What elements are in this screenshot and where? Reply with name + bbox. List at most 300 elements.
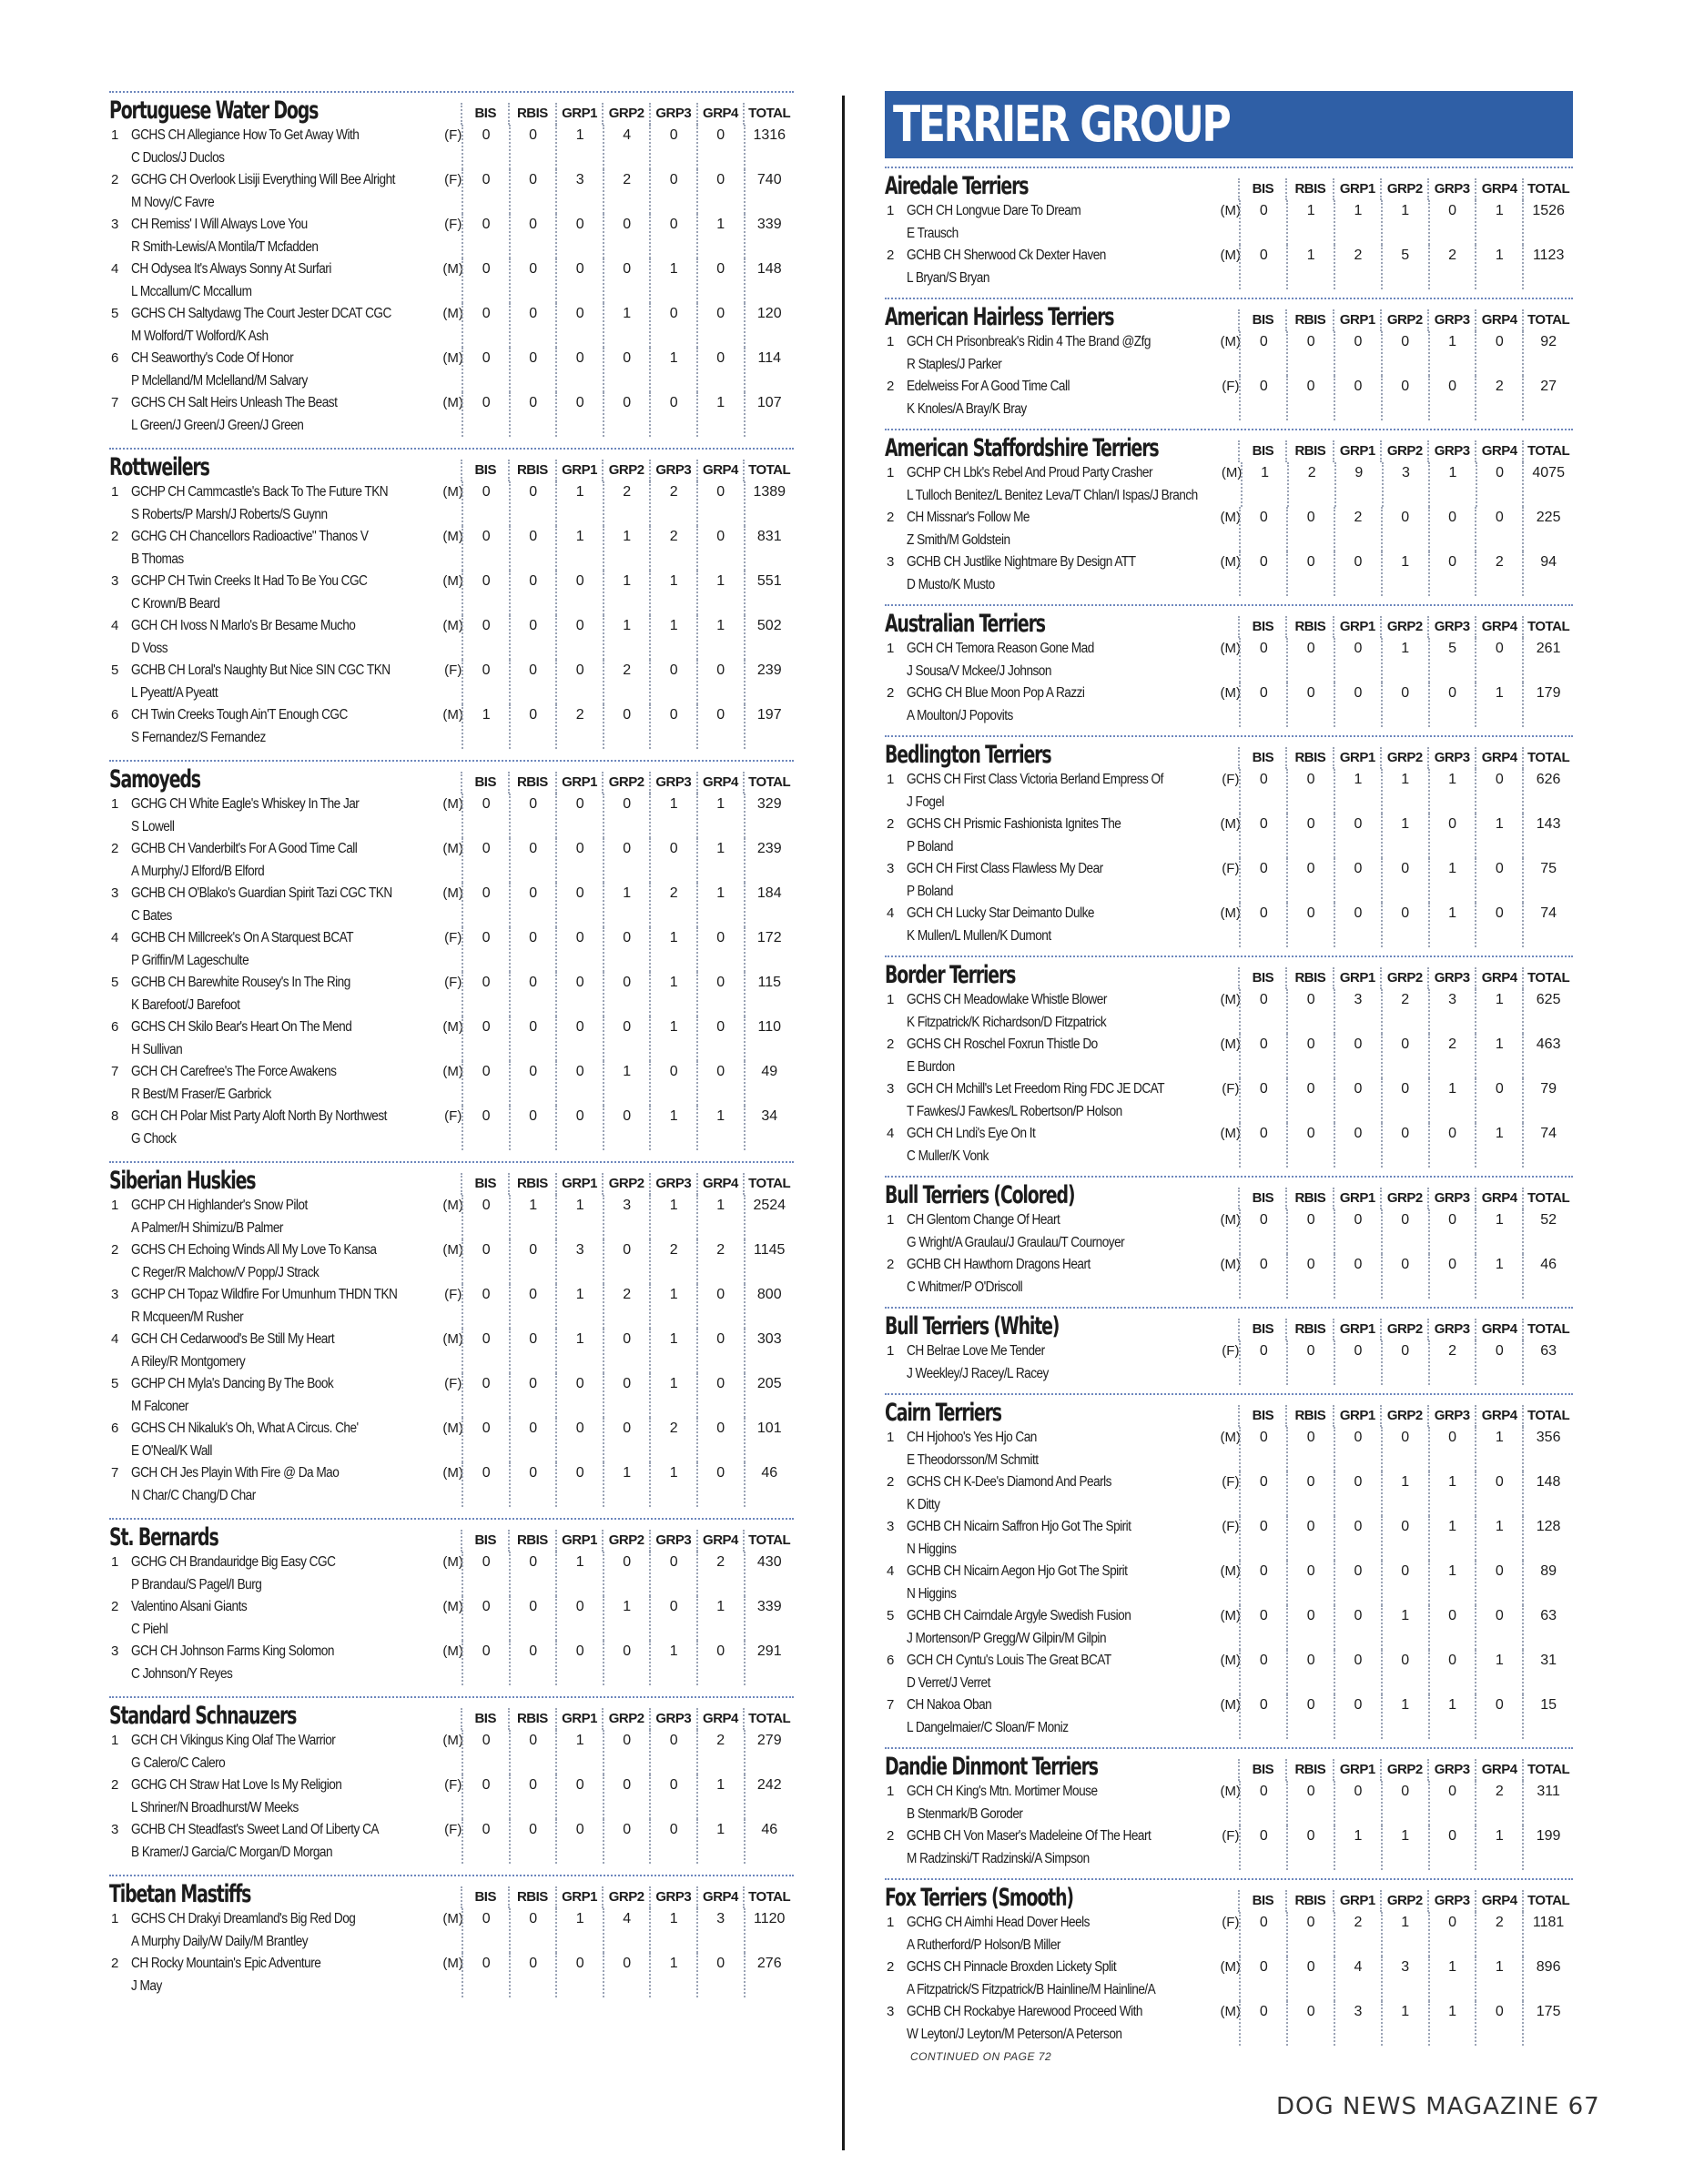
stat-value: 0 bbox=[1381, 1516, 1428, 1561]
sex-marker: (M) bbox=[1220, 641, 1241, 656]
breed-section bbox=[885, 735, 1573, 947]
ranking-row bbox=[885, 1254, 1573, 1299]
stat-value: 0 bbox=[696, 1329, 744, 1373]
stat-value: 0 bbox=[603, 392, 650, 437]
stat-value: 0 bbox=[462, 794, 509, 838]
stat-value: 0 bbox=[1286, 814, 1334, 858]
stat-value: 0 bbox=[1334, 682, 1381, 727]
owner-names: A Fitzpatrick/S Fitzpatrick/B Hainline/M Hainline/A bbox=[906, 1981, 1156, 1997]
column-header: GRP3 bbox=[1427, 1890, 1475, 1912]
sex-marker: (M) bbox=[442, 1198, 463, 1213]
column-header: BIS bbox=[1238, 1319, 1285, 1340]
column-divider bbox=[842, 96, 845, 2150]
stat-value: 1 bbox=[555, 1329, 603, 1373]
stat-value: 172 bbox=[744, 927, 794, 972]
stat-value: 626 bbox=[1522, 769, 1573, 814]
sex-marker: (M) bbox=[1220, 905, 1241, 921]
section-header bbox=[109, 1879, 794, 1908]
owner-names: D Verret/J Verret bbox=[906, 1674, 990, 1691]
sex-marker: (M) bbox=[442, 1019, 463, 1035]
owner-names: C Muller/K Vonk bbox=[906, 1148, 989, 1164]
owner-names: Z Smith/M Goldstein bbox=[906, 531, 1010, 548]
stat-value: 0 bbox=[603, 1730, 650, 1774]
breed-section bbox=[109, 448, 794, 749]
stat-value: 2 bbox=[1475, 376, 1522, 420]
dog-name: GCHB CH Von Maser's Madeleine Of The Heart bbox=[906, 1828, 1151, 1844]
stat-value: 1 bbox=[1475, 1825, 1522, 1870]
stat-value: 0 bbox=[649, 838, 696, 883]
stat-value: 0 bbox=[1334, 1340, 1381, 1385]
column-header: GRP2 bbox=[1380, 967, 1427, 989]
stat-value: 0 bbox=[1286, 1781, 1334, 1825]
entry-text bbox=[131, 214, 443, 258]
ranking-row bbox=[109, 615, 794, 660]
rank-number: 2 bbox=[887, 1036, 895, 1052]
stat-value: 1 bbox=[1381, 1912, 1428, 1956]
stat-value: 2 bbox=[603, 660, 650, 704]
stat-value: 0 bbox=[1381, 1034, 1428, 1078]
stat-value: 2524 bbox=[744, 1195, 794, 1239]
ranking-row bbox=[109, 303, 794, 348]
dog-name: GCHB CH Barewhite Rousey's In The Ring bbox=[130, 975, 350, 990]
sex-marker: (M) bbox=[1220, 685, 1241, 701]
column-header: GRP1 bbox=[1333, 616, 1380, 638]
column-header: GRP3 bbox=[1427, 1759, 1475, 1781]
dog-name: GCHB CH Hawthorn Dragons Heart bbox=[906, 1257, 1091, 1272]
stat-value: 0 bbox=[1239, 1650, 1286, 1694]
breed-title bbox=[109, 97, 461, 125]
stat-value: 0 bbox=[603, 1329, 650, 1373]
stat-value: 0 bbox=[649, 214, 696, 258]
stat-value: 74 bbox=[1522, 1123, 1573, 1168]
rank-number: 3 bbox=[887, 1519, 895, 1534]
rank-number: 2 bbox=[111, 172, 119, 187]
breed-title bbox=[885, 1885, 1238, 1912]
stat-value: 0 bbox=[555, 794, 603, 838]
ranking-row bbox=[109, 1195, 794, 1239]
stat-value: 0 bbox=[1381, 507, 1428, 551]
stat-value: 0 bbox=[1381, 1340, 1428, 1385]
rank-number: 4 bbox=[111, 1331, 119, 1347]
entry-text bbox=[907, 1912, 1221, 1956]
rank-number: 2 bbox=[887, 1959, 895, 1975]
rank-number: 5 bbox=[111, 306, 119, 321]
stat-value: 1 bbox=[649, 1284, 696, 1329]
ranking-row bbox=[109, 392, 794, 437]
column-header: GRP2 bbox=[602, 460, 649, 481]
stat-value: 0 bbox=[696, 526, 744, 571]
stat-value: 0 bbox=[1239, 507, 1286, 551]
ranking-row bbox=[109, 125, 794, 169]
stat-value: 0 bbox=[1381, 1209, 1428, 1254]
column-header: RBIS bbox=[508, 103, 555, 125]
entry-text bbox=[907, 462, 1222, 507]
stat-value: 0 bbox=[1239, 551, 1286, 596]
stat-value: 1 bbox=[1381, 1471, 1428, 1516]
column-header: TOTAL bbox=[1522, 1890, 1573, 1912]
stat-value: 1 bbox=[1475, 1254, 1522, 1299]
stat-value: 0 bbox=[649, 1596, 696, 1641]
column-header: TOTAL bbox=[743, 1530, 794, 1552]
stat-value: 63 bbox=[1522, 1340, 1573, 1385]
entry-text bbox=[907, 1254, 1221, 1299]
sex-marker: (F) bbox=[444, 1822, 462, 1837]
owner-names: P Boland bbox=[906, 883, 953, 899]
stat-value: 0 bbox=[509, 660, 556, 704]
stat-value: 1 bbox=[649, 571, 696, 615]
sex-marker: (M) bbox=[442, 395, 463, 410]
rank-number: 6 bbox=[111, 707, 119, 723]
stat-value: 0 bbox=[509, 1373, 556, 1418]
stat-value: 0 bbox=[509, 1908, 556, 1953]
breed-name: Tibetan Mastiffs bbox=[109, 1880, 251, 1908]
breed-name: Bull Terriers (Colored) bbox=[885, 1181, 1075, 1209]
stat-value: 0 bbox=[462, 1953, 509, 1997]
stat-value: 1 bbox=[1475, 1956, 1522, 2001]
ranking-row bbox=[109, 1016, 794, 1061]
dog-name: GCH CH Prisonbreak's Ridin 4 The Brand @Zfg bbox=[906, 334, 1151, 349]
stat-value: 0 bbox=[555, 1953, 603, 1997]
stat-value: 0 bbox=[555, 1819, 603, 1864]
breed-title bbox=[885, 1313, 1238, 1340]
stat-value: 0 bbox=[1334, 1694, 1381, 1739]
column-header: TOTAL bbox=[743, 460, 794, 481]
column-header: GRP4 bbox=[1475, 1759, 1522, 1781]
dog-name: GCHS CH Nikaluk's Oh, What A Circus. Che' bbox=[130, 1421, 359, 1436]
stat-value: 2 bbox=[603, 481, 650, 526]
owner-names: C Reger/R Malchow/V Popp/J Strack bbox=[130, 1264, 319, 1280]
dog-name: Edelweiss For A Good Time Call bbox=[906, 379, 1070, 394]
breed-section bbox=[885, 167, 1573, 289]
breed-name: Standard Schnauzers bbox=[109, 1702, 297, 1730]
stat-value: 0 bbox=[1239, 1471, 1286, 1516]
dog-name: CH Odysea It's Always Sonny At Surfari bbox=[130, 261, 331, 277]
stat-value: 1 bbox=[1334, 769, 1381, 814]
stat-value: 0 bbox=[603, 1016, 650, 1061]
stat-value: 0 bbox=[1475, 1078, 1522, 1123]
rank-number: 5 bbox=[111, 975, 119, 990]
sex-marker: (F) bbox=[1222, 1828, 1240, 1844]
stat-value: 0 bbox=[1428, 1605, 1476, 1650]
column-header: TOTAL bbox=[1522, 1759, 1573, 1781]
rank-number: 3 bbox=[111, 1287, 119, 1302]
rank-number: 2 bbox=[887, 1474, 895, 1490]
stat-value: 0 bbox=[1286, 551, 1334, 596]
stat-value: 311 bbox=[1522, 1781, 1573, 1825]
sex-marker: (M) bbox=[442, 573, 463, 589]
rank-number: 3 bbox=[111, 1643, 119, 1659]
column-header: GRP1 bbox=[1333, 440, 1380, 462]
column-header: TOTAL bbox=[1522, 440, 1573, 462]
stat-value: 0 bbox=[509, 972, 556, 1016]
dog-name: GCHS CH Meadowlake Whistle Blower bbox=[906, 992, 1107, 1007]
sex-marker: (F) bbox=[444, 1777, 462, 1793]
stat-value: 0 bbox=[1381, 682, 1428, 727]
breed-name: Portuguese Water Dogs bbox=[109, 96, 319, 125]
owner-names: L Tulloch Benitez/L Benitez Leva/T Chlan/I Ispas/J Branch bbox=[906, 487, 1198, 503]
ranking-row bbox=[885, 551, 1573, 596]
sex-marker: (M) bbox=[442, 1242, 463, 1258]
sex-marker: (M) bbox=[442, 1331, 463, 1347]
stat-value: 0 bbox=[1334, 1650, 1381, 1694]
entry-text bbox=[131, 1284, 443, 1329]
stat-value: 0 bbox=[509, 303, 556, 348]
entry-text bbox=[131, 883, 443, 927]
dog-name: GCHS CH Salt Heirs Unleash The Beast bbox=[130, 395, 338, 410]
stat-value: 0 bbox=[1381, 1078, 1428, 1123]
sex-marker: (M) bbox=[1220, 203, 1241, 218]
sex-marker: (F) bbox=[1222, 1343, 1240, 1359]
stat-value: 79 bbox=[1522, 1078, 1573, 1123]
owner-names: E Burdon bbox=[906, 1058, 955, 1075]
entry-text bbox=[131, 1061, 443, 1106]
owner-names: M Novy/C Favre bbox=[130, 194, 214, 210]
stat-value: 0 bbox=[1334, 1123, 1381, 1168]
breed-name: Rottweilers bbox=[109, 453, 209, 481]
stat-value: 0 bbox=[462, 1552, 509, 1596]
stat-value: 1 bbox=[696, 1596, 744, 1641]
column-header: RBIS bbox=[1285, 616, 1333, 638]
rank-number: 1 bbox=[111, 127, 119, 143]
sex-marker: (M) bbox=[1220, 816, 1241, 832]
breed-name: Fox Terriers (Smooth) bbox=[885, 1884, 1073, 1912]
stat-value: 184 bbox=[744, 883, 794, 927]
stat-value: 1 bbox=[649, 1953, 696, 1997]
stat-value: 0 bbox=[1286, 1078, 1334, 1123]
ranking-row bbox=[109, 660, 794, 704]
stat-value: 0 bbox=[1239, 1078, 1286, 1123]
stat-value: 0 bbox=[509, 1462, 556, 1507]
rank-number: 7 bbox=[111, 395, 119, 410]
owner-names: L Pyeatt/A Pyeatt bbox=[130, 684, 218, 701]
column-header: TOTAL bbox=[1522, 747, 1573, 769]
rank-number: 2 bbox=[111, 529, 119, 544]
stat-value: 0 bbox=[509, 1329, 556, 1373]
stat-value: 0 bbox=[603, 1418, 650, 1462]
stat-value: 1 bbox=[1428, 1516, 1476, 1561]
owner-names: A Riley/R Montgomery bbox=[130, 1353, 245, 1370]
rank-number: 7 bbox=[111, 1064, 119, 1079]
stat-value: 0 bbox=[1286, 1209, 1334, 1254]
section-header bbox=[885, 740, 1573, 769]
owner-names: R Mcqueen/M Rusher bbox=[130, 1309, 243, 1325]
entry-text bbox=[907, 331, 1221, 376]
sex-marker: (M) bbox=[1220, 248, 1241, 263]
entry-text bbox=[907, 200, 1221, 245]
stat-value: 0 bbox=[555, 258, 603, 303]
ranking-row bbox=[109, 1239, 794, 1284]
stat-value: 3 bbox=[1381, 1956, 1428, 2001]
stat-value: 1 bbox=[1381, 814, 1428, 858]
stat-value: 9 bbox=[1334, 462, 1382, 507]
column-header: TOTAL bbox=[743, 1708, 794, 1730]
stat-value: 0 bbox=[462, 571, 509, 615]
section-header bbox=[885, 171, 1573, 200]
owner-names: D Voss bbox=[130, 640, 167, 656]
owner-names: L Shriner/N Broadhurst/W Meeks bbox=[130, 1799, 299, 1815]
column-header: GRP2 bbox=[1380, 178, 1427, 200]
owner-names: M Wolford/T Wolford/K Ash bbox=[130, 328, 269, 344]
dog-name: GCHG CH Chancellors Radioactive" Thanos V bbox=[130, 529, 369, 544]
stat-value: 0 bbox=[462, 214, 509, 258]
stat-value: 0 bbox=[462, 481, 509, 526]
stat-value: 0 bbox=[649, 1774, 696, 1819]
stat-value: 0 bbox=[1334, 814, 1381, 858]
dog-name: GCHG CH White Eagle's Whiskey In The Jar bbox=[130, 796, 360, 812]
stat-value: 1 bbox=[603, 303, 650, 348]
dog-name: GCHB CH Sherwood Ck Dexter Haven bbox=[906, 248, 1106, 263]
owner-names: C Bates bbox=[130, 907, 172, 924]
ranking-row bbox=[109, 704, 794, 749]
column-header: GRP3 bbox=[649, 1886, 696, 1908]
section-header bbox=[885, 960, 1573, 989]
stat-value: 0 bbox=[603, 258, 650, 303]
stat-value: 0 bbox=[1475, 903, 1522, 947]
stat-value: 502 bbox=[744, 615, 794, 660]
ranking-row bbox=[885, 462, 1573, 507]
sex-marker: (F) bbox=[444, 127, 462, 143]
rank-number: 1 bbox=[887, 334, 895, 349]
column-header: GRP1 bbox=[555, 1886, 603, 1908]
owner-names: K Ditty bbox=[906, 1496, 940, 1512]
entry-text bbox=[131, 1195, 443, 1239]
stat-value: 0 bbox=[1428, 1912, 1476, 1956]
owner-names: B Stenmark/B Goroder bbox=[906, 1805, 1023, 1822]
owner-names: S Lowell bbox=[130, 818, 175, 834]
stat-value: 101 bbox=[744, 1418, 794, 1462]
stat-value: 0 bbox=[1286, 2001, 1334, 2046]
stat-value: 1 bbox=[1286, 245, 1334, 289]
column-header: GRP4 bbox=[1475, 1890, 1522, 1912]
rank-number: 5 bbox=[887, 1608, 895, 1623]
stat-value: 0 bbox=[1428, 507, 1476, 551]
stat-value: 0 bbox=[696, 348, 744, 392]
stat-value: 0 bbox=[1334, 1078, 1381, 1123]
dog-name: GCHP CH Twin Creeks It Had To Be You CGC bbox=[130, 573, 368, 589]
rank-number: 1 bbox=[111, 1198, 119, 1213]
column-header: GRP3 bbox=[1427, 309, 1475, 331]
stat-value: 1 bbox=[1381, 1825, 1428, 1870]
stat-value: 1 bbox=[1475, 682, 1522, 727]
sex-marker: (M) bbox=[442, 707, 463, 723]
owner-names: L Green/J Green/J Green/J Green bbox=[130, 417, 304, 433]
breed-name: Samoyeds bbox=[109, 765, 200, 794]
rank-number: 6 bbox=[887, 1653, 895, 1668]
dog-name: GCH CH Vikingus King Olaf The Warrior bbox=[130, 1733, 336, 1748]
stat-value: 49 bbox=[744, 1061, 794, 1106]
column-header: BIS bbox=[461, 772, 508, 794]
breed-section bbox=[885, 298, 1573, 420]
stat-value: 114 bbox=[744, 348, 794, 392]
entry-text bbox=[131, 794, 443, 838]
stat-value: 31 bbox=[1522, 1650, 1573, 1694]
stat-value: 1 bbox=[555, 1284, 603, 1329]
column-header: BIS bbox=[1238, 178, 1285, 200]
column-header: GRP2 bbox=[1380, 1319, 1427, 1340]
stat-value: 1316 bbox=[744, 125, 794, 169]
owner-names: J Fogel bbox=[906, 794, 944, 810]
dog-name: GCH CH Cedarwood's Be Still My Heart bbox=[130, 1331, 334, 1347]
column-header: RBIS bbox=[1285, 178, 1333, 200]
entry-text bbox=[907, 989, 1221, 1034]
stat-value: 0 bbox=[1239, 858, 1286, 903]
dog-name: GCHS CH Skilo Bear's Heart On The Mend bbox=[130, 1019, 352, 1035]
dog-name: GCHB CH O'Blako's Guardian Spirit Tazi CGC TKN bbox=[130, 885, 392, 901]
entry-text bbox=[131, 258, 443, 303]
stat-value: 0 bbox=[1239, 1123, 1286, 1168]
ranking-row bbox=[885, 1694, 1573, 1739]
owner-names: A Palmer/H Shimizu/B Palmer bbox=[130, 1219, 283, 1236]
column-header: RBIS bbox=[1285, 1759, 1333, 1781]
owner-names: J May bbox=[130, 1977, 162, 1994]
column-header: TOTAL bbox=[1522, 1405, 1573, 1427]
ranking-row bbox=[885, 1912, 1573, 1956]
owner-names: L Mccallum/C Mccallum bbox=[130, 283, 252, 299]
stat-value: 1526 bbox=[1522, 200, 1573, 245]
entry-text bbox=[131, 303, 443, 348]
stat-value: 0 bbox=[1239, 1912, 1286, 1956]
stat-value: 0 bbox=[696, 1373, 744, 1418]
stat-value: 0 bbox=[1286, 1034, 1334, 1078]
stat-value: 0 bbox=[1334, 1427, 1381, 1471]
column-header: GRP3 bbox=[649, 460, 696, 481]
stat-value: 303 bbox=[744, 1329, 794, 1373]
stat-value: 0 bbox=[1286, 376, 1334, 420]
stat-value: 0 bbox=[555, 303, 603, 348]
dog-name: GCHP CH Topaz Wildfire For Umunhum THDN TKN bbox=[130, 1287, 398, 1302]
dog-name: GCHP CH Highlander's Snow Pilot bbox=[130, 1198, 308, 1213]
sex-marker: (M) bbox=[442, 306, 463, 321]
column-header: GRP1 bbox=[555, 460, 603, 481]
stat-value: 0 bbox=[1239, 903, 1286, 947]
stat-value: 551 bbox=[744, 571, 794, 615]
sex-marker: (M) bbox=[442, 261, 463, 277]
stat-value: 1 bbox=[1475, 1123, 1522, 1168]
owner-names: H Sullivan bbox=[130, 1041, 182, 1057]
stat-value: 0 bbox=[1239, 1209, 1286, 1254]
ranking-row bbox=[885, 1123, 1573, 1168]
stat-value: 430 bbox=[744, 1552, 794, 1596]
stat-value: 1 bbox=[1428, 1078, 1476, 1123]
stat-value: 0 bbox=[462, 526, 509, 571]
owner-names: C Whitmer/P O'Driscoll bbox=[906, 1279, 1023, 1295]
stat-value: 1 bbox=[1381, 638, 1428, 682]
entry-text bbox=[907, 1471, 1221, 1516]
stat-value: 1 bbox=[509, 1195, 556, 1239]
stat-value: 0 bbox=[555, 1641, 603, 1685]
stat-value: 1 bbox=[603, 883, 650, 927]
stat-value: 1 bbox=[555, 1908, 603, 1953]
sex-marker: (M) bbox=[1220, 992, 1241, 1007]
stat-value: 261 bbox=[1522, 638, 1573, 682]
stat-value: 0 bbox=[1428, 1781, 1476, 1825]
rank-number: 1 bbox=[887, 772, 895, 787]
stat-value: 740 bbox=[744, 169, 794, 214]
stat-value: 0 bbox=[1334, 1605, 1381, 1650]
stat-value: 0 bbox=[1286, 1123, 1334, 1168]
stat-value: 2 bbox=[649, 1418, 696, 1462]
entry-text bbox=[907, 1078, 1221, 1123]
stat-value: 0 bbox=[555, 1418, 603, 1462]
ranking-row bbox=[885, 769, 1573, 814]
stat-value: 0 bbox=[1239, 1956, 1286, 2001]
stat-value: 2 bbox=[1287, 462, 1334, 507]
entry-text bbox=[131, 571, 443, 615]
stat-value: 0 bbox=[1286, 507, 1334, 551]
stat-value: 92 bbox=[1522, 331, 1573, 376]
rank-number: 3 bbox=[887, 861, 895, 876]
breed-name: Bull Terriers (White) bbox=[885, 1312, 1060, 1340]
